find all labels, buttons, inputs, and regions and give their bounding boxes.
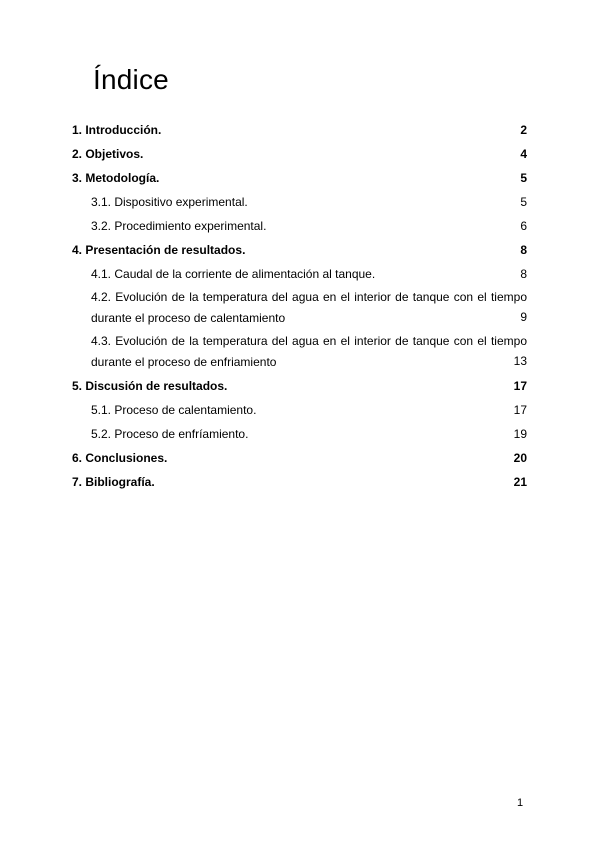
page-title: Índice	[93, 64, 169, 95]
toc-entry-page: 20	[513, 451, 527, 465]
toc-entry-label: 4.3. Evolución de la temperatura del agua en el interior de tanque con el tiempo durante el proceso de enfriamiento	[91, 334, 527, 369]
toc-entry-label: 4. Presentación de resultados.	[72, 243, 246, 257]
toc-entry-label: 4.2. Evolución de la temperatura del agua en el interior de tanque con el tiempo durante el proceso de calentamiento	[91, 290, 527, 325]
toc-entry-page: 21	[513, 475, 527, 489]
toc-entry-label: 3. Metodología.	[72, 171, 160, 185]
toc-entry-label: 4.1. Caudal de la corriente de alimentación al tanque.	[91, 267, 376, 281]
toc-entry-discusion-resultados[interactable]	[72, 374, 527, 398]
toc-entry-label: 6. Conclusiones.	[72, 451, 168, 465]
toc-entry-page: 5	[520, 171, 527, 185]
toc-entry-proceso-calentamiento[interactable]	[72, 398, 527, 422]
toc-entry-label: 5. Discusión de resultados.	[72, 379, 228, 393]
toc-entry-page: 8	[520, 267, 527, 281]
toc-entry-label: 3.1. Dispositivo experimental.	[91, 195, 248, 209]
toc-entry-caudal-corriente[interactable]	[72, 262, 527, 286]
toc-entry-label: 5.1. Proceso de calentamiento.	[91, 403, 257, 417]
toc-entry-page: 13	[513, 354, 527, 368]
toc-entry-page: 9	[520, 310, 527, 324]
toc-entry-objetivos[interactable]	[72, 142, 527, 166]
toc-entry-page: 4	[520, 147, 527, 161]
toc-entry-metodologia[interactable]	[72, 166, 527, 190]
table-of-contents	[72, 118, 527, 494]
toc-entry-bibliografia[interactable]	[72, 470, 527, 494]
toc-entry-evolucion-enfriamiento[interactable]	[72, 330, 527, 374]
toc-entry-page: 17	[513, 403, 527, 417]
toc-entry-procedimiento-experimental[interactable]	[72, 214, 527, 238]
toc-entry-page: 6	[520, 219, 527, 233]
toc-entry-page: 8	[520, 243, 527, 257]
toc-entry-label: 2. Objetivos.	[72, 147, 144, 161]
toc-entry-page: 19	[513, 427, 527, 441]
toc-entry-presentacion-resultados[interactable]	[72, 238, 527, 262]
toc-entry-dispositivo-experimental[interactable]	[72, 190, 527, 214]
toc-entry-conclusiones[interactable]	[72, 446, 527, 470]
toc-entry-introduccion[interactable]	[72, 118, 527, 142]
toc-entry-evolucion-calentamiento[interactable]	[72, 286, 527, 330]
toc-entry-page: 17	[513, 379, 527, 393]
toc-entry-label: 3.2. Procedimiento experimental.	[91, 219, 267, 233]
toc-entry-proceso-enfriamiento[interactable]	[72, 422, 527, 446]
footer-page-number: 1	[517, 797, 524, 809]
toc-entry-label: 5.2. Proceso de enfríamiento.	[91, 427, 249, 441]
toc-entry-label: 7. Bibliografía.	[72, 475, 155, 489]
toc-entry-label: 1. Introducción.	[72, 123, 162, 137]
toc-entry-page: 2	[520, 123, 527, 137]
toc-entry-page: 5	[520, 195, 527, 209]
